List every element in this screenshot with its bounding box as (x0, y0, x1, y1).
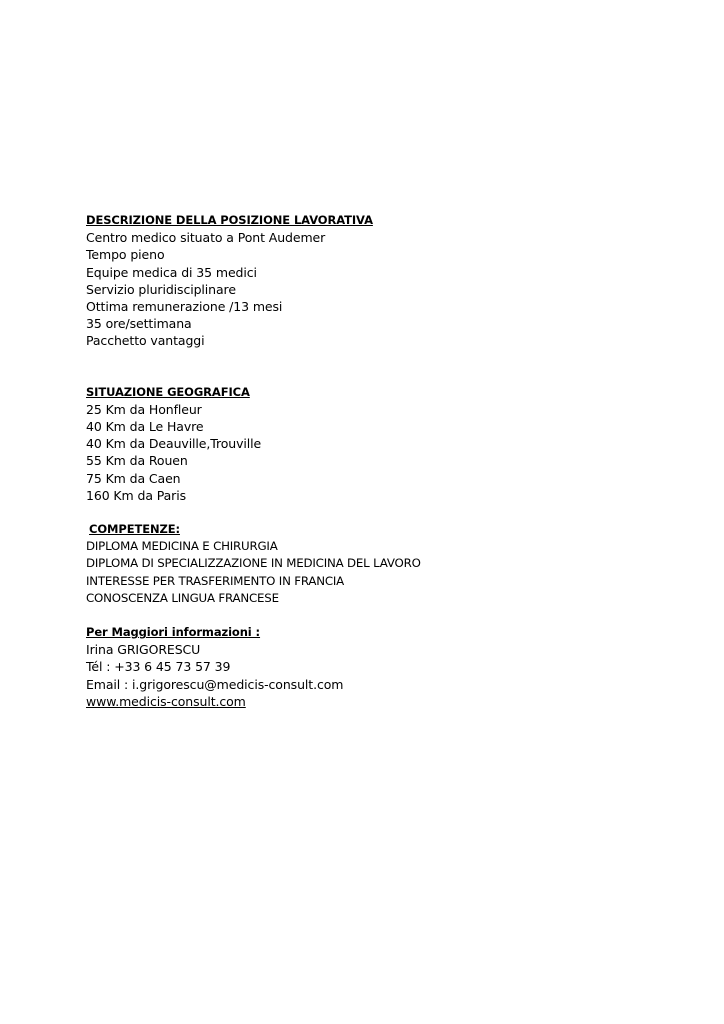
position-item: Centro medico situato a Pont Audemer (86, 230, 326, 246)
skills-section (86, 521, 686, 607)
position-item: Pacchetto vantaggi (86, 333, 205, 349)
geography-item: 40 Km da Deauville,Trouville (86, 436, 262, 452)
contact-website-line (86, 693, 686, 710)
spacer (86, 350, 686, 384)
geography-section (86, 384, 686, 504)
contact-phone: Tél : +33 6 45 73 57 39 (86, 659, 231, 675)
geography-heading: SITUAZIONE GEOGRAFICA (86, 384, 250, 399)
contact-name: Irina GRIGORESCU (86, 642, 201, 658)
contact-heading: Per Maggiori informazioni : (86, 625, 261, 640)
document-body (86, 212, 686, 710)
skills-item: INTERESSE PER TRASFERIMENTO IN FRANCIA (86, 573, 345, 588)
position-list (86, 229, 686, 349)
geography-list (86, 401, 686, 504)
spacer (86, 504, 686, 521)
contact-section (86, 624, 686, 710)
skills-heading: COMPETENZE: (89, 522, 180, 537)
position-heading: DESCRIZIONE DELLA POSIZIONE LAVORATIVA (86, 213, 373, 227)
geography-item: 160 Km da Paris (86, 487, 187, 503)
position-item: Ottima remunerazione /13 mesi (86, 299, 283, 315)
geography-item: 40 Km da Le Havre (86, 419, 204, 435)
skills-item: CONOSCENZA LINGUA FRANCESE (86, 590, 279, 605)
skills-item: DIPLOMA DI SPECIALIZZAZIONE IN MEDICINA DEL LAVORO (86, 556, 421, 571)
geography-item: 75 Km da Caen (86, 470, 181, 486)
position-section (86, 212, 686, 350)
geography-item: 55 Km da Rouen (86, 453, 188, 469)
position-item: 35 ore/settimana (86, 316, 192, 332)
website-link[interactable]: www.medicis-consult.com (86, 693, 246, 709)
position-item: Servizio pluridisciplinare (86, 281, 236, 297)
geography-item: 25 Km da Honfleur (86, 401, 202, 417)
contact-email[interactable]: Email : i.grigorescu@medicis-consult.com (86, 676, 344, 692)
position-item: Tempo pieno (86, 247, 165, 263)
skills-item: DIPLOMA MEDICINA E CHIRURGIA (86, 539, 278, 554)
spacer (86, 607, 686, 624)
skills-list (86, 538, 686, 607)
position-item: Equipe medica di 35 medici (86, 264, 257, 280)
